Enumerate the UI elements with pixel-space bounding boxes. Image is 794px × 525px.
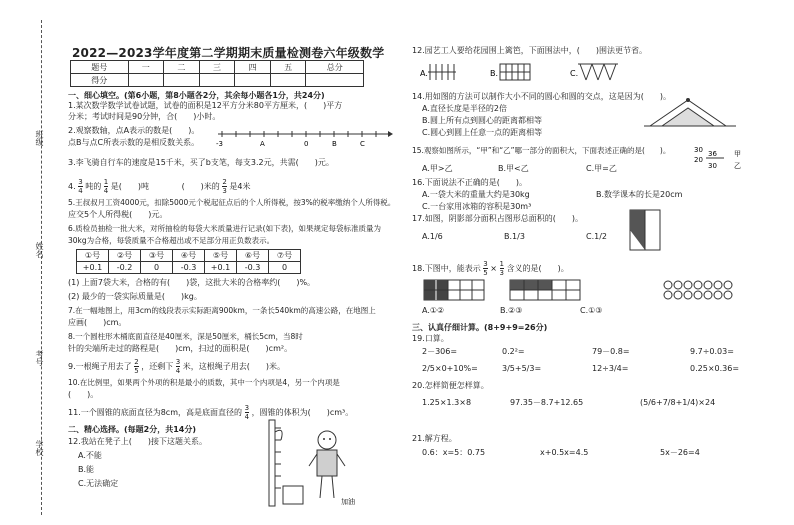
q18-text2: 含义的是( )。 <box>506 264 569 273</box>
q2-line2: 点B与点C所表示数的是相反数关系。 <box>68 138 200 147</box>
q10-line2: ( )。 <box>68 390 99 399</box>
kid-arm <box>309 454 317 466</box>
q18-question: 18.下图中，能表示 $\frac{3}{5}$ × $\frac{1}{3}$ 含义的是( )。 <box>412 260 569 277</box>
q7-line1: 7.在一幅地图上，用3cm的线段表示实际距离900km，一条长540km的高速公路，在地图上 <box>68 306 376 315</box>
q19-heading: 19.口算。 <box>412 334 449 343</box>
exam-title: 2022—2023学年度第二学期期末质量检测卷六年级数学 <box>72 46 385 60</box>
fraction-3-4: $\frac{3}{4}$ <box>78 178 83 195</box>
section-3-heading: 三、认真仔细计算。(8+9+9=26分) <box>412 323 548 332</box>
sidebar-name-label: 姓名 <box>35 242 44 258</box>
q9-line <box>68 358 285 375</box>
shaded-shape-figure <box>628 208 664 254</box>
q6-value: 0 <box>269 262 301 274</box>
q12-option-c[interactable]: C.无法确定 <box>78 479 119 488</box>
q14-option-a[interactable]: A.直径长度是半径的2倍 <box>422 104 507 113</box>
score-cell[interactable] <box>199 74 235 87</box>
q12-question: 12.我站在凳子上( )接下这题关系。 <box>68 437 207 446</box>
compass-inner <box>662 108 714 126</box>
score-cell[interactable] <box>164 74 200 87</box>
yi-label: 乙 <box>734 162 741 170</box>
q21-item: 5x－26=4 <box>660 448 700 457</box>
q6-value: -0.2 <box>109 262 141 274</box>
q19-item: 79－0.8= <box>592 347 630 356</box>
fence-a <box>428 64 456 80</box>
fence-option-b-label: B. <box>490 69 499 78</box>
fence-b <box>500 64 530 80</box>
kid-leg <box>320 476 322 498</box>
compass-pivot <box>686 98 690 102</box>
q6-header: ⑥号 <box>237 250 269 262</box>
q16-question: 16.下面说法不正确的是( )。 <box>412 178 527 187</box>
compass-figure <box>640 96 740 130</box>
q15-option-a[interactable]: A.甲>乙 <box>422 164 453 173</box>
score-header: 题号 <box>71 61 129 74</box>
q18-option-b[interactable]: B.②③ <box>500 306 523 315</box>
q19-item: 12÷3/4= <box>592 364 629 373</box>
stool <box>283 486 303 504</box>
q4-text4: 是4米 <box>229 182 251 191</box>
q17-option-b[interactable]: B.1/3 <box>504 232 525 241</box>
fraction-3-5: $\frac{3}{5}$ <box>483 260 488 277</box>
q19-item: 9.7÷0.03= <box>690 347 734 356</box>
q19-item: 2/5×0+10%= <box>422 364 478 373</box>
q18-option-a[interactable]: A.①② <box>422 306 445 315</box>
kid-body <box>317 450 337 476</box>
q20-item: 97.35－8.7+12.65 <box>510 398 584 407</box>
jia-label: 甲 <box>734 150 741 158</box>
q10-line1: 10.在比例里，如果两个外项的积是最小的质数，其中一个内项是4，另一个内项是 <box>68 378 340 387</box>
kid-sign-text: 加油 <box>341 498 355 506</box>
q15-question: 15.观察如图所示，“甲”和“乙”哪一部分的面积大，下面表述正确的是( )。 <box>412 146 671 155</box>
diagram-2 <box>510 280 580 300</box>
q12-option-b[interactable]: B.能 <box>78 465 95 474</box>
q5-line1: 5.王叔叔月工资4000元，扣除5000元个税起征点后的个人所得税，按3%的税率缴纳个人所得税。 <box>68 198 396 207</box>
score-header: 四 <box>235 61 271 74</box>
q13-question: 12.园艺工人要给花园围上篱笆，下面围法中，( )围法更节省。 <box>412 46 647 55</box>
q5-line2: 应交5个人所得税( )元。 <box>68 210 168 219</box>
q6-line2: 30kg为合格，每袋质量不合格超出或不足部分用正负数表示。 <box>68 236 275 245</box>
q17-question: 17.如图，阴影部分面积占图形总面积的( )。 <box>412 214 583 223</box>
kid-eye <box>323 438 325 440</box>
division-number: 30 <box>708 162 717 170</box>
q1-line1: 1.某次数学数学试卷试题，试卷的面积是12平方分米80平方厘米，( )平方 <box>68 101 343 110</box>
q6-table <box>76 249 301 274</box>
fence-option-c-label: C. <box>570 69 579 78</box>
fence-options-figure <box>420 60 650 84</box>
q15-option-c[interactable]: C.甲=乙 <box>586 164 617 173</box>
q4-text2: 是( )吨 <box>110 182 150 191</box>
fence-c <box>578 64 618 80</box>
score-cell[interactable] <box>128 74 164 87</box>
q11-text2: ，圆锥的体积为( )cm³。 <box>251 408 354 417</box>
kid-eye <box>329 438 331 440</box>
q6-header: ⑤号 <box>205 250 237 262</box>
q14-option-c[interactable]: C.圆心到圆上任意一点的距离相等 <box>422 128 543 137</box>
q18-text1: 18.下图中，能表示 <box>412 264 481 273</box>
q6-part1: (1) 上面7袋大米，合格的有( )袋，这批大米的合格率约( )%。 <box>68 278 316 287</box>
q8-line2: 针的尖端所走过的路程是( )cm，扫过的面积是( )cm²。 <box>68 344 293 353</box>
q21-item: 0.6：x=5：0.75 <box>422 448 486 457</box>
score-header: 二 <box>164 61 200 74</box>
q3-line: 3.李飞骑自行车的速度是15千米，买了b支笔，每支3.2元，共需( )元。 <box>68 158 334 167</box>
division-figure <box>690 144 750 178</box>
q6-value: +0.1 <box>205 262 237 274</box>
q16-option-c[interactable]: C.一台家用冰箱的容积是30m³ <box>422 202 532 211</box>
post-ticks <box>275 428 281 488</box>
number-line-figure <box>214 124 394 150</box>
numline-label: 0 <box>304 140 309 148</box>
q19-item: 2－306= <box>422 347 458 356</box>
q4-text3: ( )米的 <box>181 182 220 191</box>
diagram-1 <box>424 280 484 300</box>
q6-value: -0.3 <box>173 262 205 274</box>
q9-text2: ，还剩下 <box>141 362 174 371</box>
kid-leg <box>332 476 334 498</box>
section-2-heading: 二、精心选择。(每题2分，共14分) <box>68 425 197 434</box>
q21-heading: 21.解方程。 <box>412 434 457 443</box>
q8-line1: 8.一个圆柱形木桶底面直径是40厘米，深是50厘米，桶长5cm，当8时 <box>68 332 303 341</box>
q14-option-b[interactable]: B.圆上所有点到圆心的距离都相等 <box>422 116 543 125</box>
fraction-1-4: $\frac{1}{4}$ <box>103 178 109 195</box>
q18-diagrams <box>420 278 760 304</box>
q6-value: -0.3 <box>237 262 269 274</box>
numline-label: B <box>332 140 337 148</box>
numline-label: -3 <box>216 140 223 148</box>
q20-item: 1.25×1.3×8 <box>422 398 472 407</box>
q2-line1: 2.观察数轴，点A表示的数是( )。 <box>68 126 200 135</box>
q19-item: 3/5+5/3= <box>502 364 542 373</box>
measuring-post <box>269 420 275 506</box>
fraction-3-4-c: $\frac{3}{4}$ <box>244 404 250 421</box>
q9-text1: 9.一根绳子用去了 <box>68 362 132 371</box>
q6-header: ⑦号 <box>269 250 301 262</box>
diagram-3 <box>664 281 732 299</box>
q4-number: 4. <box>68 182 76 191</box>
fraction-1-3: $\frac{1}{3}$ <box>499 260 505 277</box>
q7-line2: 应画( )cm。 <box>68 318 127 327</box>
q11-text1: 11.一个圆锥的底面直径为8cm，高是底面直径的 <box>68 408 243 417</box>
q6-header: ③号 <box>141 250 173 262</box>
sidebar-number-label: 考号 <box>35 350 44 366</box>
q21-item: x+0.5x=4.5 <box>540 448 589 457</box>
q20-heading: 20.怎样简便怎样算。 <box>412 381 489 390</box>
q4-line <box>68 178 250 195</box>
section-1-heading: 一、细心填空。(第6小题，第8小题各2分，其余每小题各1分，共24分) <box>68 91 325 100</box>
q17-option-a[interactable]: A.1/6 <box>422 232 443 241</box>
division-number: 20 <box>694 156 703 164</box>
number-line-arrow <box>388 131 393 137</box>
q15-option-b[interactable]: B.甲<乙 <box>498 164 529 173</box>
q6-value: 0 <box>141 262 173 274</box>
q16-option-b[interactable]: B.数学课本的长是20cm <box>596 190 683 199</box>
q17-option-c[interactable]: C.1/2 <box>586 232 608 241</box>
score-header: 一 <box>128 61 164 74</box>
sidebar-school-label: 学校 <box>35 440 44 456</box>
fraction-3-4-b: $\frac{3}{4}$ <box>175 358 181 375</box>
score-header: 三 <box>199 61 235 74</box>
q4-text1: 吨的 <box>85 182 102 191</box>
fraction-2-3: $\frac{2}{3}$ <box>222 178 227 195</box>
q18-option-c[interactable]: C.①③ <box>580 306 603 315</box>
score-table <box>70 60 364 87</box>
fraction-2-5: $\frac{2}{5}$ <box>134 358 139 375</box>
score-header: 总分 <box>306 61 364 74</box>
height-chart-figure <box>255 418 365 510</box>
q14-question: 14.用如图的方法可以制作大小不同的圆心和圆的交点，这是因为( )。 <box>412 92 671 101</box>
q6-line1: 6.质检员抽检一批大米，对所抽检的每袋大米质量进行记录(如下表)，如果规定每袋标准质量为 <box>68 224 382 233</box>
shaded-region <box>630 210 645 250</box>
q12-option-a[interactable]: A.不能 <box>78 451 102 460</box>
kid-head <box>318 431 336 449</box>
score-cell[interactable] <box>306 74 364 87</box>
kid-arm <box>337 454 345 466</box>
q1-line2: 分米；考试时间是90分钟，合( )小时。 <box>68 112 221 121</box>
q16-option-a[interactable]: A.一袋大米的重量大约是30kg <box>422 190 530 199</box>
division-number: 30 <box>694 146 703 154</box>
numline-label: A <box>260 140 265 148</box>
q9-text3: 米，这根绳子用去( )米。 <box>182 362 286 371</box>
score-cell[interactable] <box>235 74 271 87</box>
q20-item: (5/6+7/8+1/4)×24 <box>640 398 716 407</box>
q6-value: +0.1 <box>77 262 109 274</box>
score-header: 五 <box>270 61 306 74</box>
q19-item: 0.2²= <box>502 347 525 356</box>
score-row-label: 得分 <box>71 74 129 87</box>
score-cell[interactable] <box>270 74 306 87</box>
q6-header: ①号 <box>77 250 109 262</box>
fence-option-a-label: A. <box>420 69 428 78</box>
numline-label: C <box>360 140 365 148</box>
q6-header: ④号 <box>173 250 205 262</box>
q6-header: ②号 <box>109 250 141 262</box>
q19-item: 0.25×0.36= <box>690 364 740 373</box>
sidebar-class-label: 班级 <box>35 130 44 146</box>
q6-part2: (2) 最少的一袋实际质量是( )kg。 <box>68 292 202 301</box>
division-number: 36 <box>708 150 717 158</box>
hook-shape <box>275 430 282 440</box>
